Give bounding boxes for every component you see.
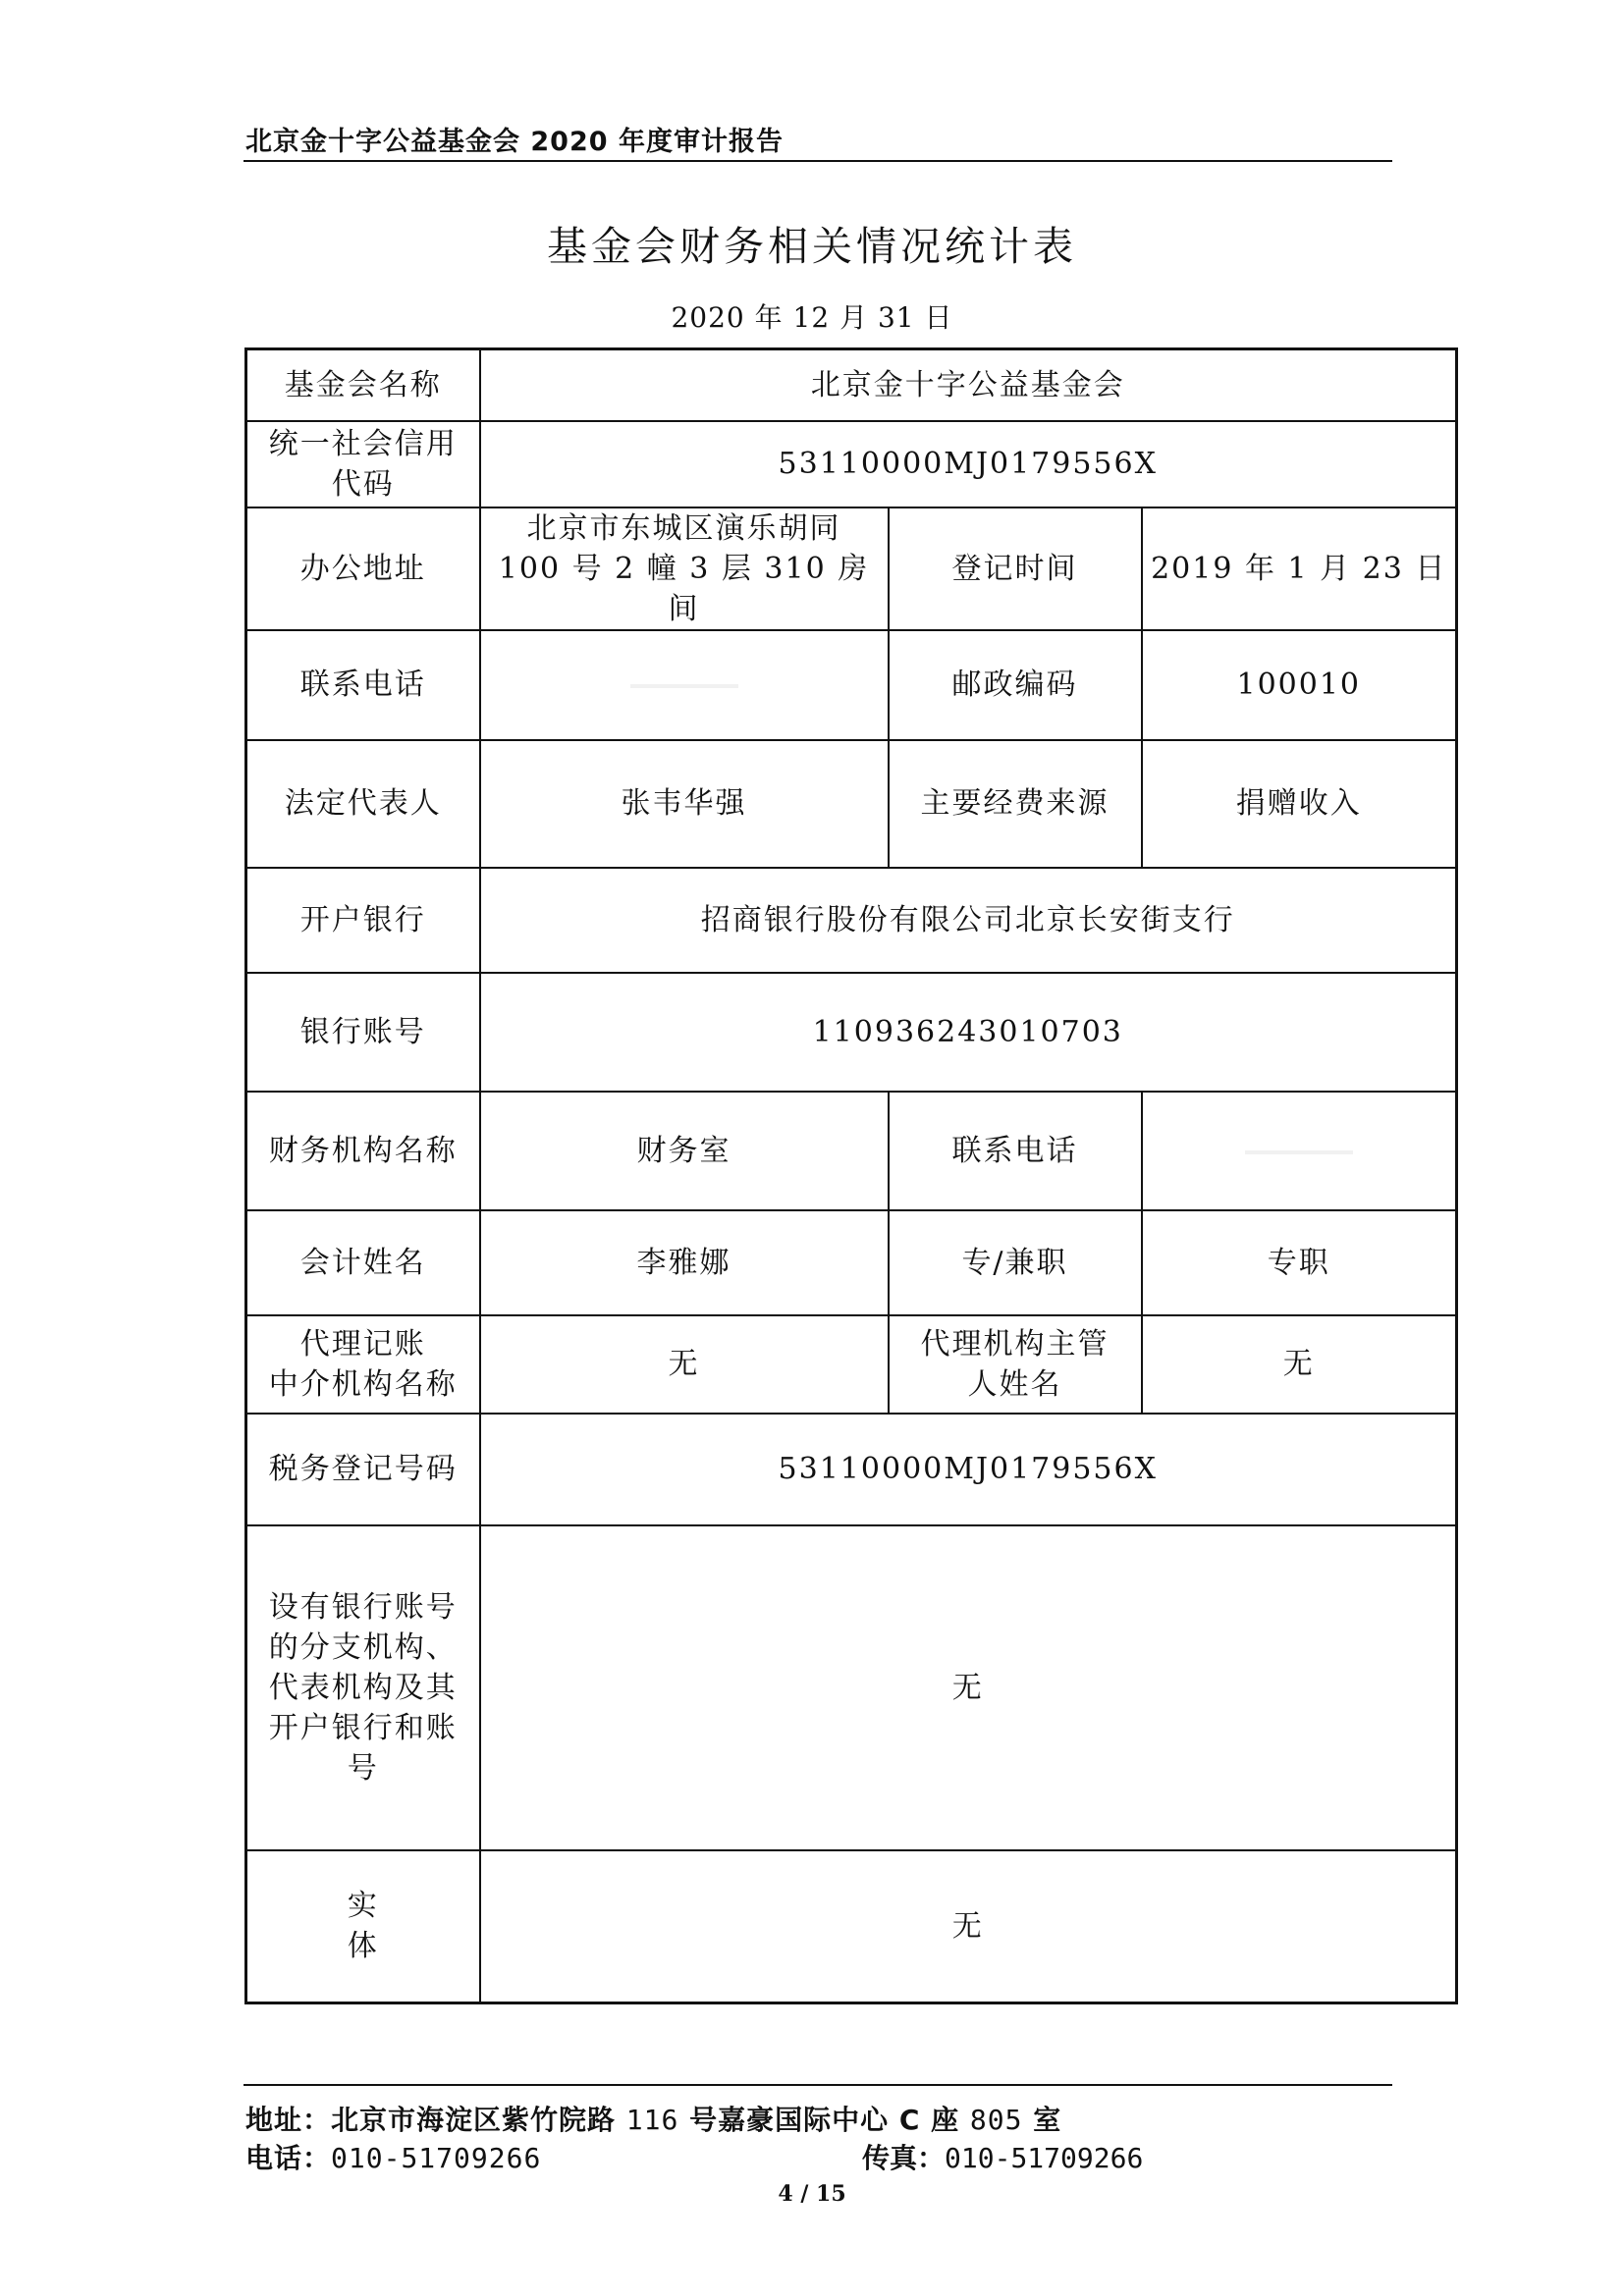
tax-number-value: 53110000MJ0179556X <box>480 1414 1457 1525</box>
finance-phone-label: 联系电话 <box>889 1092 1142 1210</box>
credit-code-label: 统一社会信用 代码 <box>246 421 480 507</box>
phone-value-redacted <box>480 630 889 740</box>
postal-code-value: 100010 <box>1142 630 1457 740</box>
finance-phone-value-redacted <box>1142 1092 1457 1210</box>
branch-accounts-label: 设有银行账号 的分支机构、 代表机构及其 开户银行和账 号 <box>246 1525 480 1850</box>
report-date: 2020 年 12 月 31 日 <box>671 301 953 334</box>
foundation-name-value: 北京金十字公益基金会 <box>480 349 1457 421</box>
table-row <box>246 1850 1457 2003</box>
bank-value: 招商银行股份有限公司北京长安街支行 <box>480 868 1457 973</box>
registration-date-value: 2019 年 1 月 23 日 <box>1142 507 1457 630</box>
table-row <box>246 1092 1457 1210</box>
header-divider <box>244 160 1392 162</box>
page-number: 4 / 15 <box>778 2181 846 2207</box>
finance-dept-label: 财务机构名称 <box>246 1092 480 1210</box>
account-number-label: 银行账号 <box>246 973 480 1092</box>
registration-date-label: 登记时间 <box>889 507 1142 630</box>
redaction-mark <box>1245 1150 1353 1154</box>
branch-accounts-value: 无 <box>480 1525 1457 1850</box>
phone-label: 联系电话 <box>246 630 480 740</box>
funding-source-label: 主要经费来源 <box>889 740 1142 868</box>
entity-value: 无 <box>480 1850 1457 2003</box>
redaction-mark <box>630 684 738 688</box>
employment-type-value: 专职 <box>1142 1210 1457 1315</box>
table-row <box>246 1525 1457 1850</box>
account-number-value: 110936243010703 <box>480 973 1457 1092</box>
footer-phone: 电话：010-51709266 <box>245 2142 542 2174</box>
accountant-name-value: 李雅娜 <box>480 1210 889 1315</box>
legal-rep-label: 法定代表人 <box>246 740 480 868</box>
employment-type-label: 专/兼职 <box>889 1210 1142 1315</box>
table-row <box>246 349 1457 421</box>
office-address-value: 北京市东城区演乐胡同 100 号 2 幢 3 层 310 房间 <box>480 507 889 630</box>
funding-source-value: 捐赠收入 <box>1142 740 1457 868</box>
foundation-info-table <box>244 347 1458 2004</box>
footer-divider <box>244 2084 1392 2086</box>
table-row <box>246 868 1457 973</box>
tax-number-label: 税务登记号码 <box>246 1414 480 1525</box>
agent-supervisor-label: 代理机构主管 人姓名 <box>889 1315 1142 1414</box>
table-row <box>246 507 1457 630</box>
table-row <box>246 1315 1457 1414</box>
office-address-label: 办公地址 <box>246 507 480 630</box>
legal-rep-value: 张韦华强 <box>480 740 889 868</box>
foundation-name-label: 基金会名称 <box>246 349 480 421</box>
footer-fax: 传真：010-51709266 <box>862 2142 1144 2174</box>
footer-address: 地址：北京市海淀区紫竹院路 116 号嘉豪国际中心 C 座 805 室 <box>245 2104 1062 2136</box>
credit-code-value: 53110000MJ0179556X <box>480 421 1457 507</box>
entity-label: 实 体 <box>246 1850 480 2003</box>
page-title: 基金会财务相关情况统计表 <box>547 223 1077 270</box>
table-row <box>246 740 1457 868</box>
table-row <box>246 630 1457 740</box>
bank-label: 开户银行 <box>246 868 480 973</box>
table-row <box>246 421 1457 507</box>
finance-dept-value: 财务室 <box>480 1092 889 1210</box>
table-row <box>246 1210 1457 1315</box>
agent-firm-value: 无 <box>480 1315 889 1414</box>
agent-supervisor-value: 无 <box>1142 1315 1457 1414</box>
table-row <box>246 973 1457 1092</box>
table-row <box>246 1414 1457 1525</box>
report-header: 北京金十字公益基金会 2020 年度审计报告 <box>245 127 784 157</box>
postal-code-label: 邮政编码 <box>889 630 1142 740</box>
accountant-name-label: 会计姓名 <box>246 1210 480 1315</box>
agent-firm-label: 代理记账 中介机构名称 <box>246 1315 480 1414</box>
